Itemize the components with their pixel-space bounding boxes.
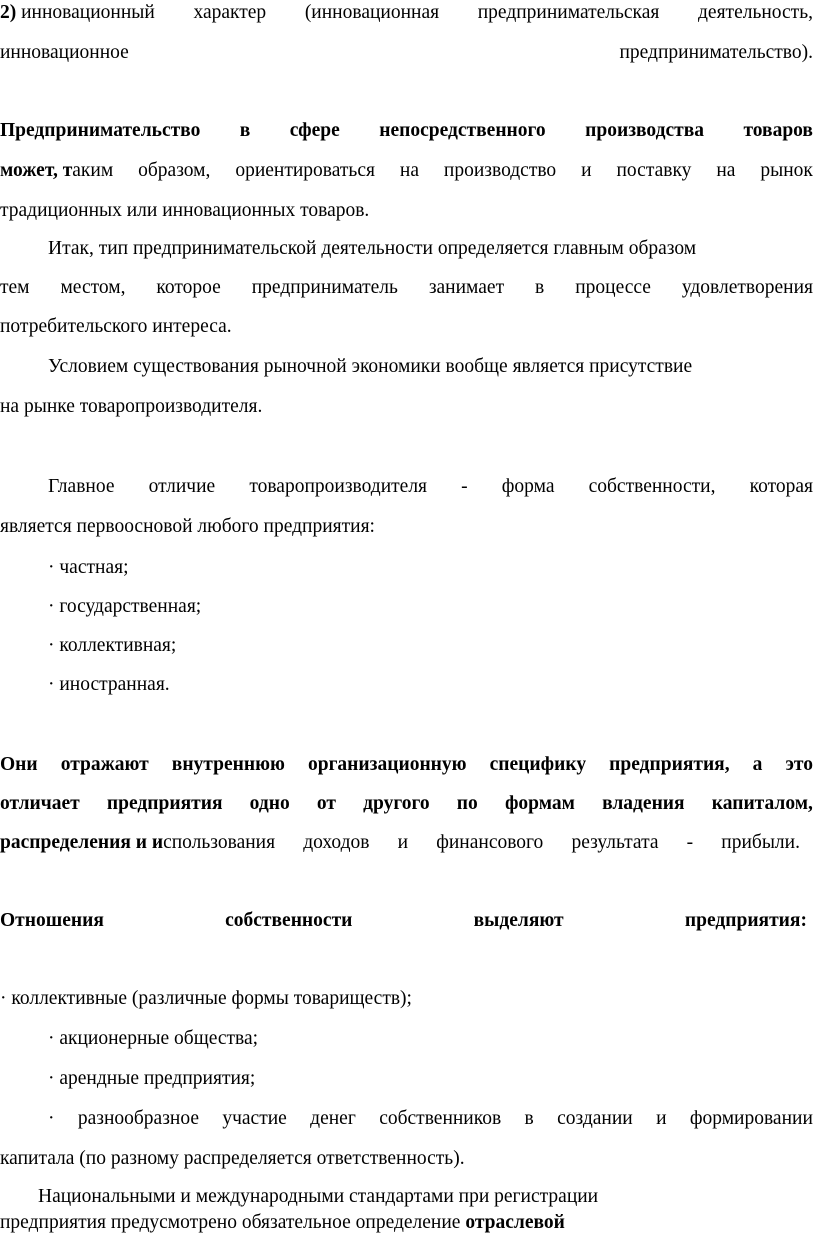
word: Отношения (0, 910, 104, 931)
word: прибыли. (721, 832, 800, 853)
word: (инновационная (304, 2, 440, 23)
bold-line (0, 793, 813, 815)
word: финансового (436, 832, 544, 853)
word: рынок (760, 160, 813, 181)
bold-line: Они отражают внутреннюю организационную специфику предприятия, а это (0, 754, 813, 775)
list-item: · коллективная; (48, 635, 177, 656)
text-line (0, 42, 813, 64)
word: образом, (138, 160, 211, 181)
word: другого (363, 793, 430, 814)
word: · (48, 1108, 55, 1129)
text-line (0, 160, 813, 182)
word: формировании (689, 1108, 813, 1129)
list-item: · иностранная. (48, 674, 170, 695)
text-line: Итак, тип предпринимательской деятельности определяется главным образом (48, 238, 697, 259)
word: предприятия: (684, 910, 807, 931)
word: характер (193, 2, 267, 23)
list-item: · акционерные общества; (48, 1028, 259, 1049)
word: одно (249, 793, 290, 814)
word: отличие (148, 476, 216, 497)
word: предприятия (106, 793, 223, 814)
word: предпринимательская (477, 2, 660, 23)
word: в (524, 1108, 534, 1129)
text-line: потребительского интереса. (0, 316, 232, 337)
word: результата (571, 832, 659, 853)
word: собственности (225, 910, 353, 931)
text-line (48, 476, 813, 498)
bold-line (0, 120, 813, 142)
word: собственников (379, 1108, 502, 1129)
word: и (581, 160, 592, 181)
bold-fragment: отраслевой (465, 1212, 565, 1233)
word: предприниматель (251, 277, 398, 298)
word: Предпринимательство (0, 120, 201, 141)
word: производства (585, 120, 704, 141)
word: владения (602, 793, 685, 814)
list-item: · коллективные (различные формы товариществ); (0, 988, 412, 1009)
word: занимает (428, 277, 505, 298)
text-line (0, 277, 813, 299)
text-line: традиционных или инновационных товаров. (0, 200, 370, 221)
text-line: Национальными и международными стандартами при регистрации (38, 1186, 599, 1207)
word: отличает (0, 793, 80, 814)
word: по (456, 793, 478, 814)
word: - (686, 832, 694, 853)
text-line: является первоосновой любого предприятия: (0, 516, 375, 537)
text-fragment: предприятия предусмотрено обязательное определение (0, 1212, 466, 1233)
bold-line (0, 910, 807, 932)
word: аким (72, 160, 114, 181)
word: Главное (48, 476, 115, 497)
word: удовлетворения (681, 277, 813, 298)
word: производство (443, 160, 557, 181)
word: разнообразное (77, 1108, 199, 1129)
word: сфере (289, 120, 340, 141)
word: формам (504, 793, 575, 814)
word: тем (0, 277, 30, 298)
text-line: капитала (по разному распределяется ответственность). (0, 1148, 465, 1169)
word: собственности, (588, 476, 716, 497)
word: создании (557, 1108, 633, 1129)
word: участие (222, 1108, 287, 1129)
word: денег (310, 1108, 356, 1129)
text-line (0, 2, 813, 24)
word: доходов (303, 832, 370, 853)
word: на (716, 160, 736, 181)
word: деятельность, (698, 2, 813, 23)
word: непосредственного (379, 120, 546, 141)
word: - (461, 476, 468, 497)
word: ориентироваться (235, 160, 375, 181)
list-item: · арендные предприятия; (48, 1068, 256, 1089)
word: капиталом, (711, 793, 813, 814)
list-item: · государственная; (48, 596, 202, 617)
word: на (399, 160, 419, 181)
text-line (0, 832, 800, 854)
word: процессе (575, 277, 651, 298)
text-line (0, 1212, 565, 1234)
word: спользования (163, 832, 276, 853)
text-line: Условием существования рыночной экономики вообще является присутствие (48, 356, 693, 377)
list-item (48, 1108, 813, 1130)
list-item: · частная; (48, 557, 129, 578)
text-line: на рынке товаропроизводителя. (0, 396, 263, 417)
word: местом, (60, 277, 126, 298)
word: товаров (743, 120, 813, 141)
item-number: 2) (0, 2, 17, 23)
word: в (535, 277, 545, 298)
word: выделяют (473, 910, 564, 931)
bold-fragment: распределения и и (0, 832, 164, 853)
word: которая (749, 476, 813, 497)
word: инновационное (0, 42, 129, 63)
word: и (397, 832, 409, 853)
bold-fragment: может, т (0, 160, 73, 181)
word: от (316, 793, 336, 814)
word: которое (156, 277, 221, 298)
word: в (239, 120, 251, 141)
word: форма (501, 476, 555, 497)
word: товаропроизводителя (249, 476, 428, 497)
word: предпринимательство). (619, 42, 813, 63)
word: и (656, 1108, 667, 1129)
word: поставку (616, 160, 692, 181)
word: инновационный (21, 2, 155, 23)
